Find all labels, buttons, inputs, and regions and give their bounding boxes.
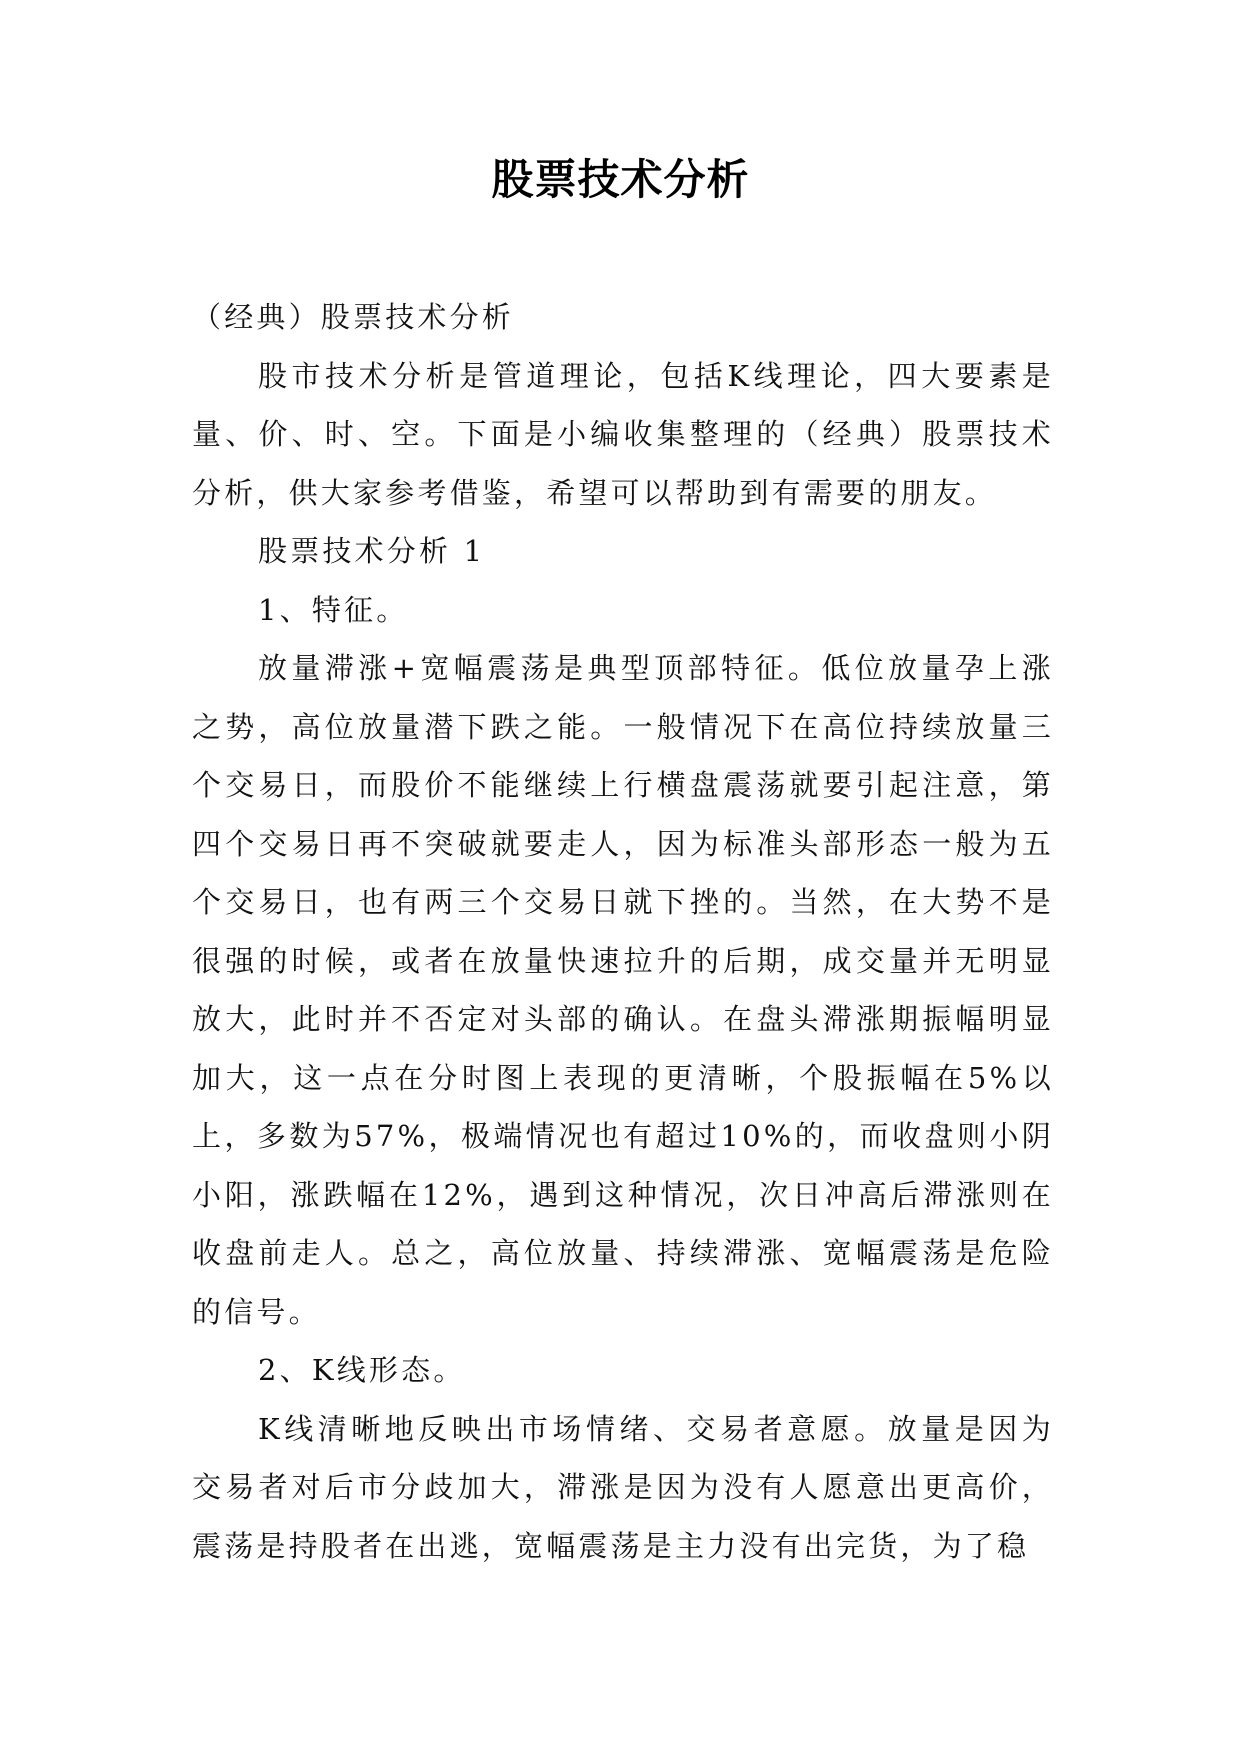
- paragraph-kline: K线清晰地反映出市场情绪、交易者意愿。放量是因为交易者对后市分歧加大，滞涨是因为没有人愿意出更高价，震荡是持股者在出逃，宽幅震荡是主力没有出完货，为了稳: [192, 1411, 1054, 1563]
- paragraph-subtitle: （经典）股票技术分析: [192, 300, 515, 334]
- subsection-heading: 1、特征。: [258, 592, 409, 627]
- section-heading: 股票技术分析 1: [258, 534, 486, 568]
- paragraph-intro: 股市技术分析是管道理论，包括K线理论，四大要素是量、价、时、空。下面是小编收集整理的（经典）股票技术分析，供大家参考借鉴，希望可以帮助到有需要的朋友。: [192, 358, 1054, 510]
- document-body: [192, 288, 1054, 1575]
- paragraph-features: 放量滞涨+宽幅震荡是典型顶部特征。低位放量孕上涨之势，高位放量潜下跌之能。一般情况下在高位持续放量三个交易日，而股价不能继续上行横盘震荡就要引起注意，第四个交易日再不突破就要走人，因为标准头部形态一般为五个交易日，也有两三个交易日就下挫的。当然，在大势不是很强的时候，或者在放量快速拉升的后期，成交量并无明显放大，此时并不否定对头部的确认。在盘头滞涨期振幅明显加大，这一点在分时图上表现的更清晰，个股振幅在5%以上，多数为57%，极端情况也有超过10%的，而收盘则小阴小阳，涨跌幅在12%，遇到这种情况，次日冲高后滞涨则在收盘前走人。总之，高位放量、持续滞涨、宽幅震荡是危险的信号。: [192, 651, 1054, 1329]
- document-title: 股票技术分析: [491, 155, 750, 204]
- subsection-heading: 2、K线形态。: [258, 1353, 466, 1387]
